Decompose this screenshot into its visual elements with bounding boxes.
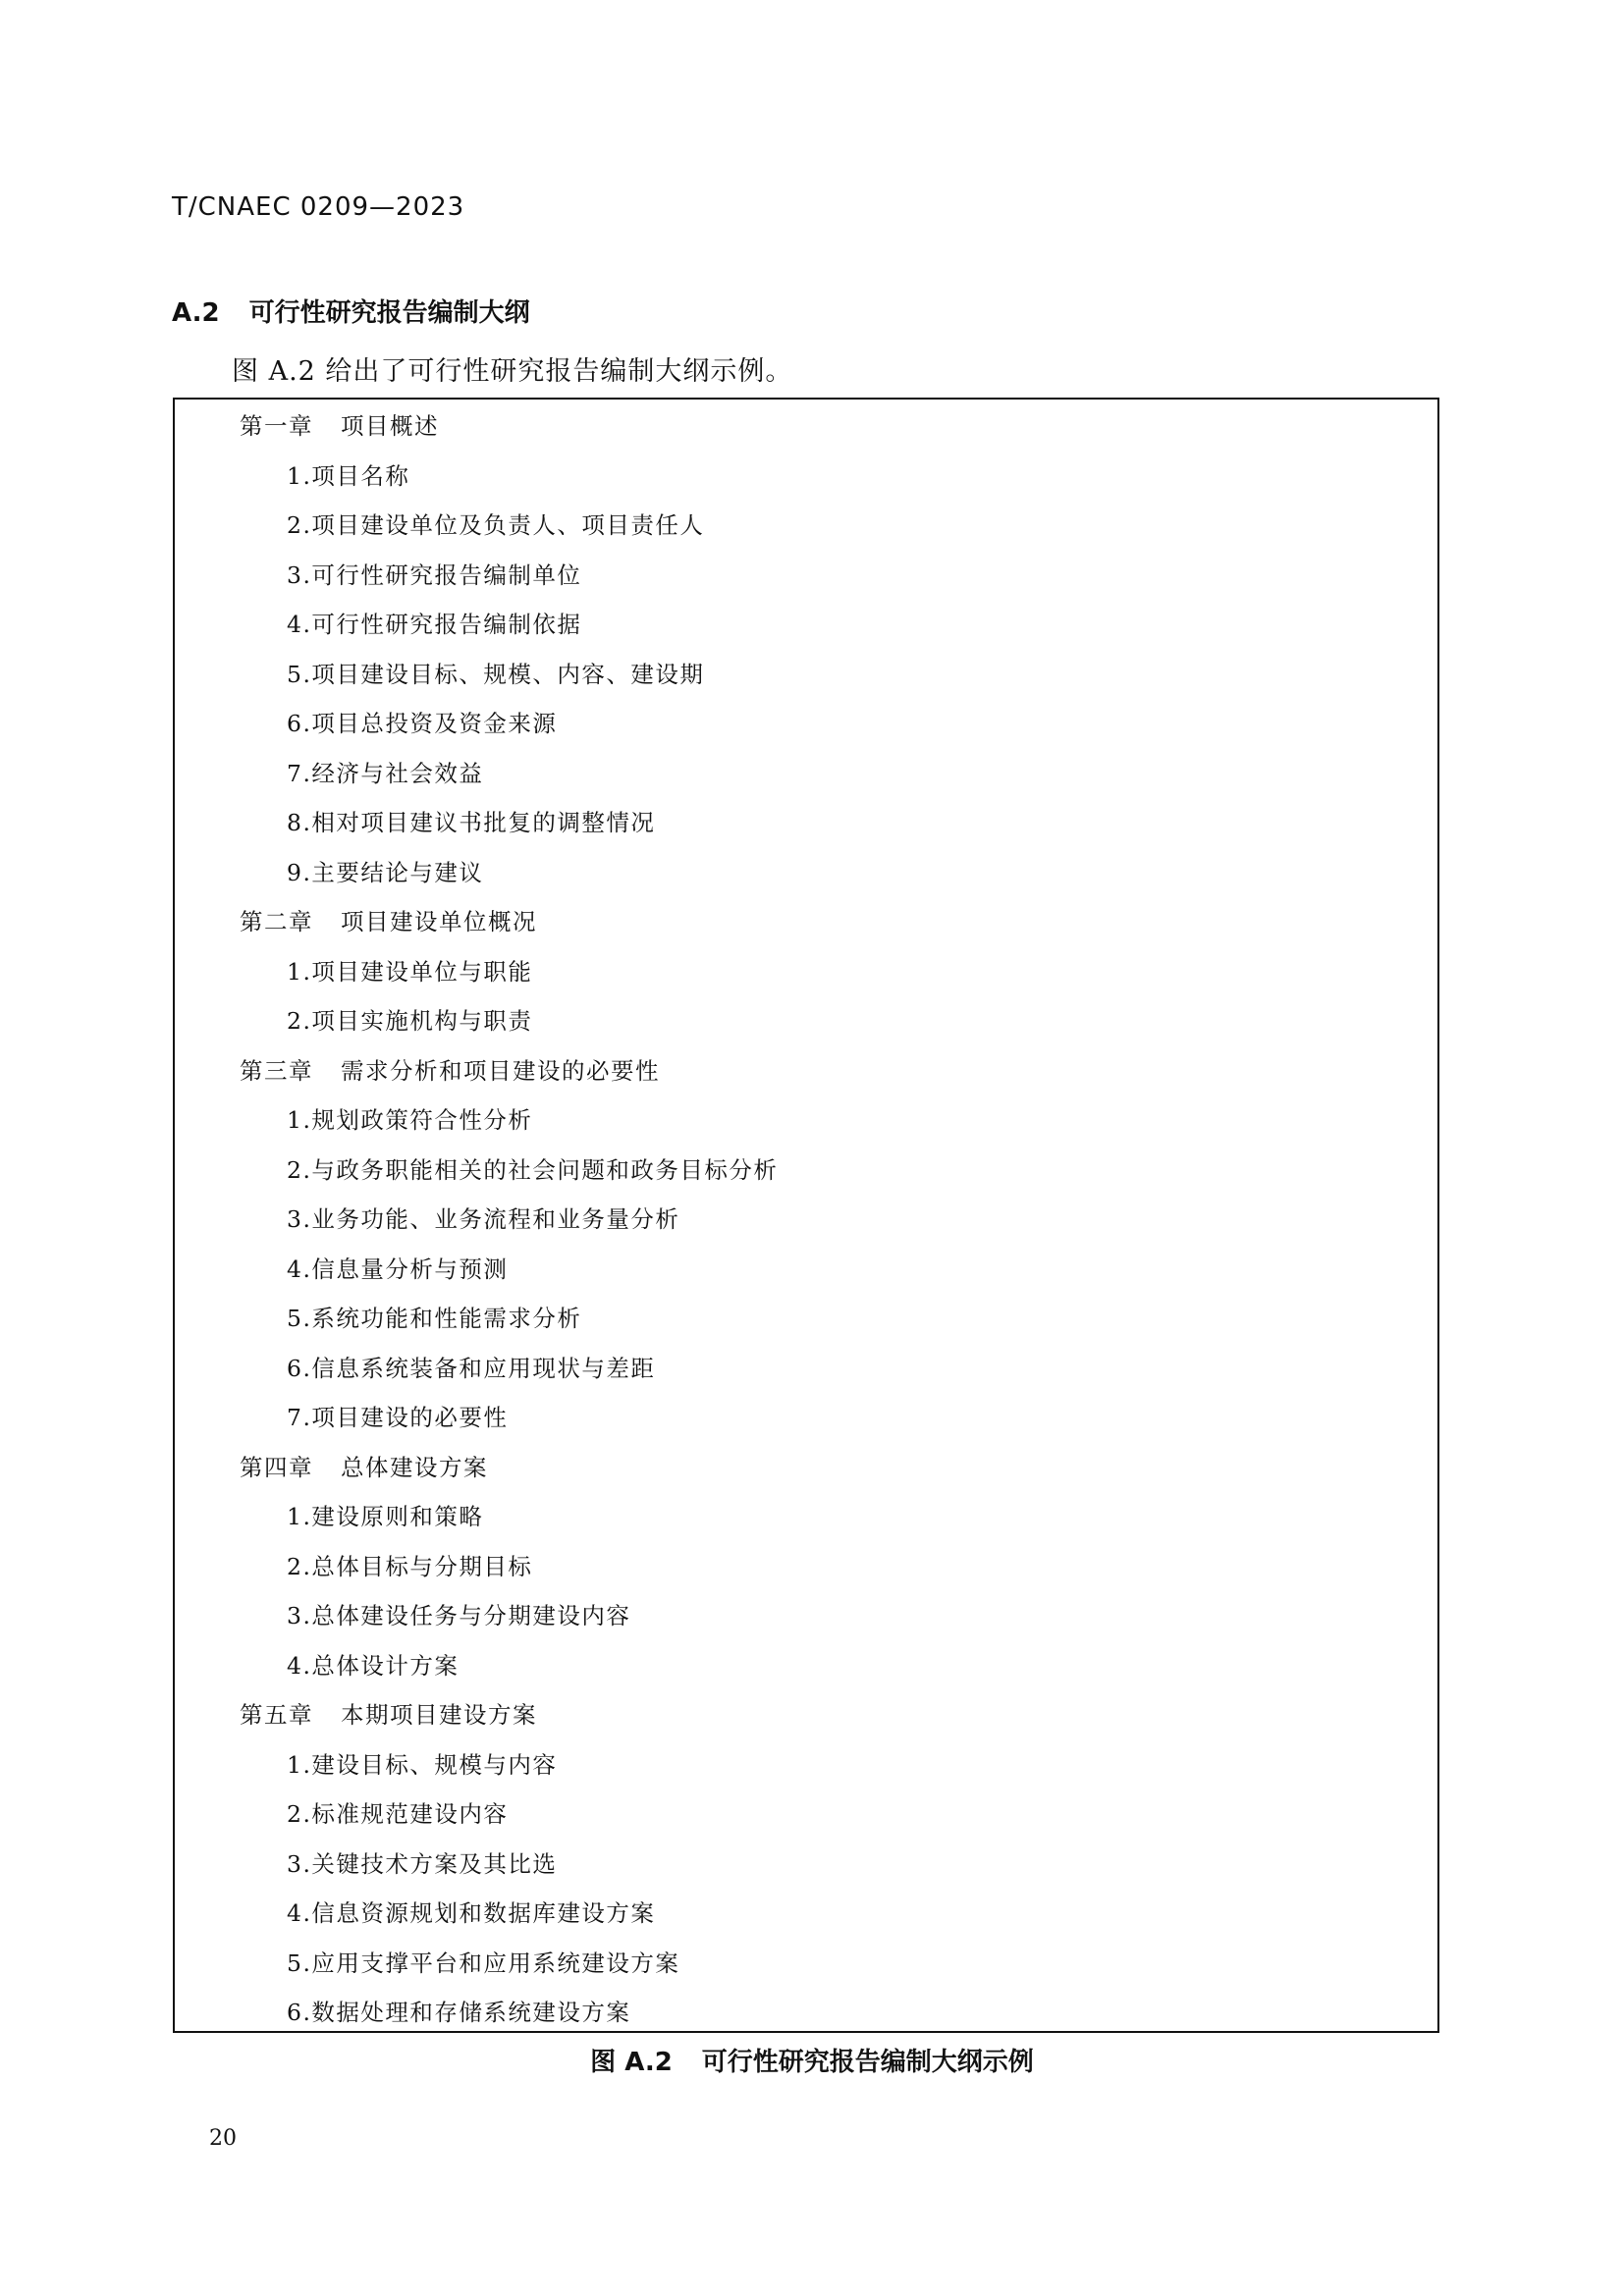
outline-figure-box bbox=[173, 398, 1439, 2033]
outline-item: 9.主要结论与建议 bbox=[287, 858, 484, 886]
outline-item: 3.总体建设任务与分期建设内容 bbox=[287, 1602, 631, 1629]
chapter-number: 第四章 bbox=[240, 1453, 313, 1481]
outline-chapter bbox=[175, 1449, 1437, 1499]
chapter-title: 本期项目建设方案 bbox=[341, 1701, 537, 1729]
outline-item: 1.规划政策符合性分析 bbox=[287, 1106, 533, 1134]
outline-item: 2.项目建设单位及负责人、项目责任人 bbox=[287, 511, 705, 539]
outline-chapter bbox=[175, 1052, 1437, 1102]
section-title: 可行性研究报告编制大纲 bbox=[248, 298, 530, 328]
document-code: T/CNAEC 0209—2023 bbox=[172, 192, 465, 222]
chapter-title: 总体建设方案 bbox=[341, 1453, 488, 1481]
chapter-title: 项目概述 bbox=[341, 412, 439, 440]
outline-chapter bbox=[175, 1696, 1437, 1746]
outline-item: 6.项目总投资及资金来源 bbox=[287, 710, 558, 737]
chapter-title: 需求分析和项目建设的必要性 bbox=[341, 1056, 660, 1085]
outline-item: 4.总体设计方案 bbox=[287, 1651, 460, 1680]
outline-item: 1.建设目标、规模与内容 bbox=[287, 1750, 558, 1779]
chapter-number: 第三章 bbox=[240, 1056, 313, 1085]
outline-item: 7.经济与社会效益 bbox=[287, 759, 484, 787]
outline-item: 4.可行性研究报告编制依据 bbox=[287, 611, 582, 638]
outline-chapter bbox=[175, 407, 1437, 457]
section-number: A.2 bbox=[172, 298, 220, 328]
intro-paragraph: 图 A.2 给出了可行性研究报告编制大纲示例。 bbox=[232, 356, 793, 387]
outline-list bbox=[175, 407, 1437, 2044]
figure-title: 可行性研究报告编制大纲示例 bbox=[701, 2048, 1034, 2077]
outline-item: 3.业务功能、业务流程和业务量分析 bbox=[287, 1205, 680, 1233]
outline-item: 6.信息系统装备和应用现状与差距 bbox=[287, 1354, 656, 1382]
figure-number: 图 A.2 bbox=[590, 2048, 673, 2077]
outline-item: 5.应用支撑平台和应用系统建设方案 bbox=[287, 1949, 680, 1977]
chapter-title: 项目建设单位概况 bbox=[341, 908, 537, 935]
page-number: 20 bbox=[209, 2126, 237, 2151]
outline-item: 5.项目建设目标、规模、内容、建设期 bbox=[287, 660, 705, 688]
chapter-number: 第五章 bbox=[240, 1701, 313, 1729]
outline-item: 4.信息资源规划和数据库建设方案 bbox=[287, 1899, 656, 1927]
outline-item: 1.建设原则和策略 bbox=[287, 1503, 484, 1530]
outline-item: 1.项目建设单位与职能 bbox=[287, 957, 533, 986]
chapter-number: 第二章 bbox=[240, 908, 313, 935]
section-heading bbox=[172, 293, 530, 329]
figure-caption bbox=[0, 2042, 1624, 2078]
outline-item: 2.项目实施机构与职责 bbox=[287, 1007, 533, 1035]
outline-item: 3.关键技术方案及其比选 bbox=[287, 1849, 558, 1878]
outline-item: 2.总体目标与分期目标 bbox=[287, 1552, 533, 1580]
outline-item: 8.相对项目建议书批复的调整情况 bbox=[287, 809, 656, 836]
outline-item: 2.与政务职能相关的社会问题和政务目标分析 bbox=[287, 1155, 779, 1184]
chapter-number: 第一章 bbox=[240, 412, 313, 440]
outline-item: 7.项目建设的必要性 bbox=[287, 1404, 509, 1431]
outline-item: 4.信息量分析与预测 bbox=[287, 1255, 509, 1283]
outline-item: 1.项目名称 bbox=[287, 461, 410, 490]
outline-item: 6.数据处理和存储系统建设方案 bbox=[287, 1999, 631, 2026]
outline-item: 3.可行性研究报告编制单位 bbox=[287, 561, 582, 589]
outline-item: 5.系统功能和性能需求分析 bbox=[287, 1305, 582, 1332]
outline-chapter bbox=[175, 903, 1437, 953]
outline-item: 2.标准规范建设内容 bbox=[287, 1800, 509, 1828]
